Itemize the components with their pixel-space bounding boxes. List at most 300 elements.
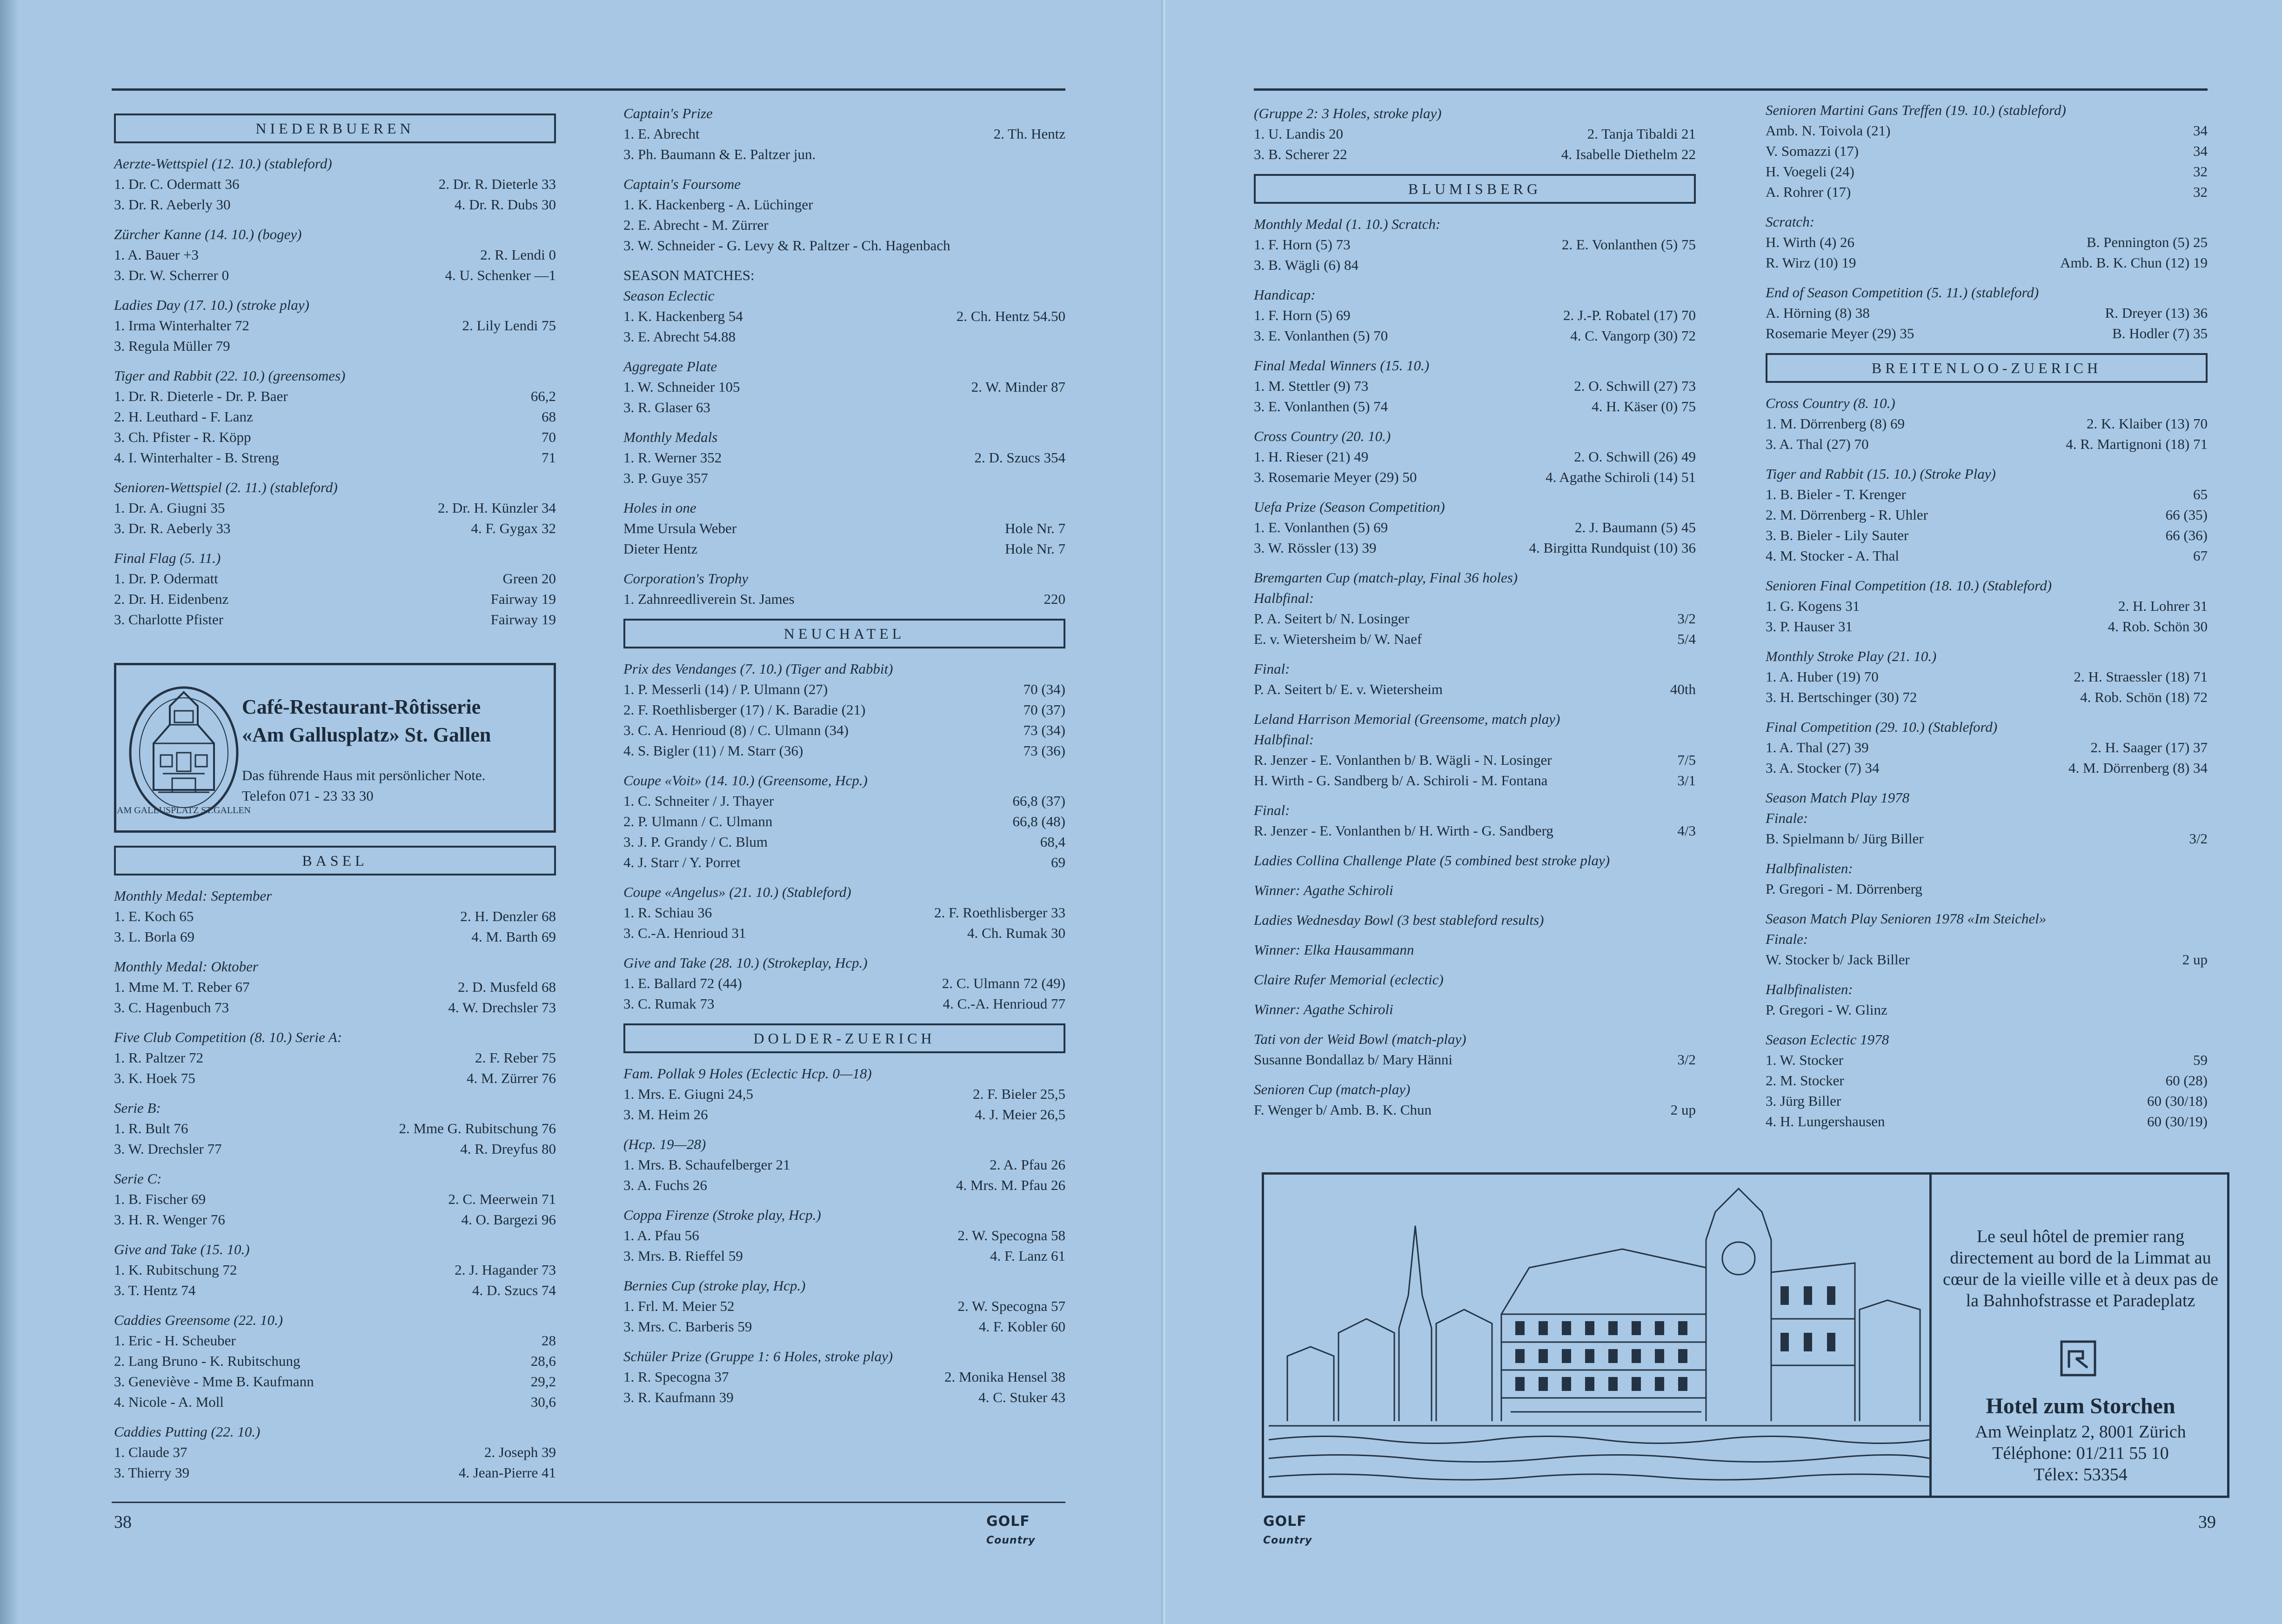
result-row	[623, 448, 1065, 468]
result-left: 3. Geneviève - Mme B. Kaufmann	[114, 1373, 314, 1390]
result-block	[623, 1063, 1065, 1125]
result-row	[1254, 255, 1696, 275]
result-left: 3. C. Rumak 73	[623, 996, 715, 1012]
result-row	[623, 589, 1065, 609]
result-right: 2. H. Denzler 68	[460, 908, 556, 924]
result-right: 2. O. Schwill (27) 73	[1574, 378, 1696, 394]
result-row	[1254, 1100, 1696, 1120]
result-right: 4. Jean-Pierre 41	[458, 1464, 556, 1481]
result-block	[114, 886, 556, 947]
result-right: 2 up	[2182, 951, 2208, 968]
result-row	[114, 906, 556, 927]
result-right: 3/2	[2189, 830, 2208, 847]
right-column-1	[1254, 103, 1696, 1129]
result-block	[1766, 393, 2208, 454]
result-row	[1766, 546, 2208, 566]
result-right: 5/4	[1677, 631, 1696, 647]
result-left: 1. K. Rubitschung 72	[114, 1262, 237, 1278]
ad-phone: Telefon 071 - 23 33 30	[242, 788, 374, 804]
result-right: 4. O. Bargezi 96	[461, 1211, 556, 1228]
result-row	[114, 265, 556, 286]
result-row	[623, 306, 1065, 327]
result-right: 28,6	[530, 1353, 556, 1369]
competition-title: Senioren Cup (match-play)	[1254, 1081, 1411, 1097]
result-row	[1254, 770, 1696, 791]
result-right: 59	[2193, 1052, 2208, 1068]
competition-title: Halbfinalisten:	[1766, 860, 1853, 876]
result-left: 1. Dr. R. Dieterle - Dr. P. Baer	[114, 388, 288, 404]
result-row	[623, 215, 1065, 235]
result-left: 3. A. Thal (27) 70	[1766, 436, 1869, 452]
result-block	[114, 1422, 556, 1483]
result-block	[1766, 858, 2208, 899]
result-row	[623, 1296, 1065, 1317]
result-row	[114, 568, 556, 589]
result-block	[114, 154, 556, 215]
result-left: 1. Claude 37	[114, 1444, 187, 1460]
hotel-description: Le seul hôtel de premier rang directement au bord de la Limmat au cœur de la vieille ville et à deux pas de la Bahnhofstrasse et Paradeplatz	[1943, 1227, 2218, 1310]
result-block	[623, 103, 1065, 165]
result-right: 3/2	[1677, 610, 1696, 627]
result-block	[114, 295, 556, 356]
golf-country-logo: GOLF Country	[986, 1513, 1036, 1546]
result-row	[114, 1371, 556, 1392]
competition-title: Winner: Agathe Schiroli	[1254, 882, 1393, 898]
result-left: 3. C.-A. Henrioud 31	[623, 925, 746, 941]
result-block	[623, 1346, 1065, 1408]
result-left: 1. G. Kogens 31	[1766, 598, 1860, 614]
result-right: 32	[2193, 184, 2208, 200]
result-row	[623, 973, 1065, 994]
result-row	[114, 1463, 556, 1483]
competition-title: Bremgarten Cup (match-play, Final 36 holes)	[1254, 569, 1518, 586]
result-row	[1766, 182, 2208, 202]
competition-title: Corporation's Trophy	[623, 570, 749, 587]
result-row	[1254, 538, 1696, 558]
result-left: 1. R. Specogna 37	[623, 1369, 729, 1385]
result-left: 1. F. Horn (5) 73	[1254, 236, 1351, 253]
result-block	[114, 1027, 556, 1089]
result-row	[623, 235, 1065, 256]
result-row	[1254, 467, 1696, 488]
competition-title: Monthly Medal (1. 10.) Scratch:	[1254, 216, 1441, 232]
competition-title: Final Medal Winners (15. 10.)	[1254, 357, 1430, 374]
result-row	[623, 1155, 1065, 1175]
left-column-1	[114, 110, 556, 639]
result-right: 2. O. Schwill (26) 49	[1574, 448, 1696, 465]
result-right: 71	[542, 449, 556, 466]
result-left: 3. H. R. Wenger 76	[114, 1211, 225, 1228]
result-row	[1254, 821, 1696, 841]
result-left: 1. Zahnreedliverein St. James	[623, 591, 795, 607]
result-block	[623, 1205, 1065, 1266]
result-row	[1766, 687, 2208, 708]
hotel-telephone: Téléphone: 01/211 55 10	[1992, 1444, 2169, 1463]
result-right: 70 (37)	[1023, 702, 1065, 718]
result-left: B. Spielmann b/ Jürg Biller	[1766, 830, 1924, 847]
result-right: 4. M. Zürrer 76	[467, 1070, 556, 1086]
result-left: 3. W. Schneider - G. Levy & R. Paltzer - Ch. Hagenbach	[623, 237, 950, 254]
competition-title: Monthly Stroke Play (21. 10.)	[1766, 648, 1937, 664]
result-right: 4/3	[1677, 822, 1696, 839]
result-row	[1766, 505, 2208, 525]
result-row	[623, 1317, 1065, 1337]
result-row	[623, 902, 1065, 923]
result-row	[1254, 305, 1696, 326]
result-right: 2. Lily Lendi 75	[462, 317, 556, 334]
result-left: 3. B. Bieler - Lily Sauter	[1766, 527, 1909, 543]
result-left: 1. Mrs. B. Schaufelberger 21	[623, 1156, 790, 1173]
result-right: 4. C.-A. Henrioud 77	[943, 996, 1065, 1012]
result-right: 66,2	[530, 388, 556, 404]
competition-title: Cross Country (8. 10.)	[1766, 395, 1895, 411]
result-left: 4. I. Winterhalter - B. Streng	[114, 449, 279, 466]
result-row	[114, 194, 556, 215]
competition-title: (Hcp. 19—28)	[623, 1136, 706, 1152]
result-row	[1254, 750, 1696, 770]
competition-title: Leland Harrison Memorial (Greensome, match play)	[1254, 711, 1560, 727]
competition-title: Tiger and Rabbit (15. 10.) (Stroke Play)	[1766, 466, 1996, 482]
result-left: 4. H. Lungershausen	[1766, 1113, 1885, 1129]
result-row	[623, 720, 1065, 741]
result-right: 4. Rob. Schön 30	[2108, 618, 2208, 635]
result-right: 2. D. Szucs 354	[974, 449, 1065, 466]
result-right: 68	[542, 408, 556, 425]
result-left: 1. A. Pfau 56	[623, 1227, 699, 1243]
result-right: 28	[542, 1332, 556, 1349]
result-right: 4. Mrs. M. Pfau 26	[956, 1177, 1065, 1193]
result-left: 4. J. Starr / Y. Porret	[623, 854, 741, 870]
result-block	[114, 224, 556, 286]
result-right: 2. Joseph 39	[484, 1444, 556, 1460]
result-row	[114, 315, 556, 336]
result-left: 3. Mrs. B. Rieffel 59	[623, 1248, 743, 1264]
result-row	[114, 1351, 556, 1371]
result-row	[623, 1246, 1065, 1266]
club-header: BREITENLOO-ZUERICH	[1766, 353, 2208, 383]
competition-title: Tati von der Weid Bowl (match-play)	[1254, 1031, 1466, 1047]
result-left: 3. P. Hauser 31	[1766, 618, 1853, 635]
result-row	[1254, 234, 1696, 255]
result-row	[114, 1068, 556, 1089]
result-right: 2. F. Bieler 25,5	[972, 1086, 1065, 1102]
result-row	[623, 1175, 1065, 1196]
result-left: 3. W. Drechsler 77	[114, 1141, 222, 1157]
result-row	[1254, 124, 1696, 144]
result-row	[1766, 1111, 2208, 1132]
svg-text:AM GALLUSPLATZ ST.GALLEN: AM GALLUSPLATZ ST.GALLEN	[117, 805, 251, 815]
result-left: 1. C. Schneiter / J. Thayer	[623, 793, 774, 809]
result-left: Amb. N. Toivola (21)	[1766, 122, 1891, 139]
result-block	[1766, 282, 2208, 344]
result-block	[1766, 788, 2208, 849]
result-left: Susanne Bondallaz b/ Mary Hänni	[1254, 1051, 1453, 1068]
competition-title: Serie C:	[114, 1170, 162, 1187]
result-row	[1766, 758, 2208, 778]
competition-title: Cross Country (20. 10.)	[1254, 428, 1391, 444]
competition-title: Monthly Medals	[623, 429, 718, 445]
result-right: B. Pennington (5) 25	[2086, 234, 2208, 250]
result-row	[623, 994, 1065, 1014]
result-left: 3. Dr. R. Aeberly 33	[114, 520, 231, 536]
competition-title: Halbfinalisten:	[1766, 981, 1853, 997]
result-row	[1254, 396, 1696, 417]
result-row	[114, 407, 556, 427]
competition-title: Claire Rufer Memorial (eclectic)	[1254, 971, 1444, 988]
result-left: R. Jenzer - E. Vonlanthen b/ B. Wägli - N. Losinger	[1254, 752, 1552, 768]
result-left: P. Gregori - M. Dörrenberg	[1766, 881, 1922, 897]
competition-title: Ladies Wednesday Bowl (3 best stableford results)	[1254, 912, 1544, 928]
result-right: 2. W. Specogna 58	[957, 1227, 1065, 1243]
result-left: 3. B. Wägli (6) 84	[1254, 257, 1359, 273]
left-column-2	[623, 103, 1065, 1417]
result-right: B. Hodler (7) 35	[2112, 325, 2208, 341]
page-edge-shadow	[0, 0, 19, 1624]
result-right: 4. U. Schenker —1	[445, 267, 556, 283]
hotel-name: Hotel zum Storchen	[1986, 1394, 2175, 1418]
club-header: NEUCHATEL	[623, 619, 1065, 648]
competition-title: Fam. Pollak 9 Holes (Eclectic Hcp. 0—18)	[623, 1065, 872, 1082]
result-block	[623, 1134, 1065, 1196]
gallusplatz-seal-icon	[117, 674, 251, 822]
result-row	[1254, 376, 1696, 396]
result-row	[1766, 1091, 2208, 1111]
result-left: 1. U. Landis 20	[1254, 126, 1344, 142]
result-left: 3. E. Abrecht 54.88	[623, 328, 736, 345]
competition-title: Season Eclectic 1978	[1766, 1031, 1889, 1048]
result-row	[114, 927, 556, 947]
result-row	[1254, 608, 1696, 629]
result-left: 1. Frl. M. Meier 52	[623, 1298, 735, 1314]
result-left: 3. R. Glaser 63	[623, 399, 710, 415]
top-rule	[112, 88, 1065, 91]
result-block	[1254, 1079, 1696, 1120]
result-left: 3. Ph. Baumann & E. Paltzer jun.	[623, 146, 816, 162]
result-left: 3. E. Vonlanthen (5) 74	[1254, 398, 1388, 414]
result-right: 4. F. Kobler 60	[978, 1318, 1065, 1335]
result-left: 2. M. Dörrenberg - R. Uhler	[1766, 507, 1928, 523]
result-block	[1254, 285, 1696, 346]
result-right: 4. Agathe Schiroli (14) 51	[1546, 469, 1696, 485]
result-right: 2. Tanja Tibaldi 21	[1587, 126, 1696, 142]
result-row	[114, 1330, 556, 1351]
result-left: 2. E. Abrecht - M. Zürrer	[623, 217, 769, 233]
result-right: 34	[2193, 122, 2208, 139]
competition-title: Caddies Putting (22. 10.)	[114, 1424, 261, 1440]
result-left: 1. E. Vonlanthen (5) 69	[1254, 519, 1388, 535]
result-row	[114, 1048, 556, 1068]
result-row	[623, 741, 1065, 761]
result-row	[1254, 517, 1696, 538]
result-right: Fairway 19	[490, 591, 556, 607]
result-right: 4. C. Vangorp (30) 72	[1570, 327, 1696, 344]
result-left: 1. B. Fischer 69	[114, 1191, 206, 1207]
result-left: 3. A. Stocker (7) 34	[1766, 760, 1880, 776]
result-row	[623, 1387, 1065, 1408]
result-left: 1. W. Stocker	[1766, 1052, 1844, 1068]
competition-title: Coppa Firenze (Stroke play, Hcp.)	[623, 1207, 821, 1223]
competition-title: Zürcher Kanne (14. 10.) (bogey)	[114, 226, 302, 242]
competition-title: Schüler Prize (Gruppe 1: 6 Holes, stroke play)	[623, 1348, 893, 1364]
result-right: 220	[1044, 591, 1065, 607]
result-right: Amb. B. K. Chun (12) 19	[2060, 254, 2208, 271]
result-left: H. Voegeli (24)	[1766, 163, 1854, 180]
result-row	[1766, 829, 2208, 849]
result-row	[1766, 253, 2208, 273]
result-block	[623, 882, 1065, 943]
result-row	[114, 1392, 556, 1412]
result-row	[114, 518, 556, 539]
result-row	[114, 245, 556, 265]
result-left: 3. Mrs. C. Barberis 59	[623, 1318, 752, 1335]
result-left: 1. Irma Winterhalter 72	[114, 317, 249, 334]
result-left: 3. C. A. Henrioud (8) / C. Ulmann (34)	[623, 722, 849, 738]
result-left: Rosemarie Meyer (29) 35	[1766, 325, 1914, 341]
competition-title: (Gruppe 2: 3 Holes, stroke play)	[1254, 105, 1442, 121]
result-block	[1254, 214, 1696, 275]
result-left: 1. H. Rieser (21) 49	[1254, 448, 1369, 465]
result-left: 3. T. Hentz 74	[114, 1282, 196, 1298]
result-block	[114, 956, 556, 1018]
result-row	[1766, 525, 2208, 546]
result-left: 1. K. Hackenberg - A. Lüchinger	[623, 196, 813, 213]
result-row	[114, 1189, 556, 1210]
result-row	[1766, 141, 2208, 161]
result-right: 2. E. Vonlanthen (5) 75	[1561, 236, 1696, 253]
result-row	[623, 144, 1065, 165]
result-right: 2. W. Minder 87	[971, 379, 1065, 395]
result-right: 34	[2193, 143, 2208, 159]
result-row	[623, 852, 1065, 873]
result-right: 60 (30/19)	[2147, 1113, 2208, 1129]
ad-title-1: Café-Restaurant-Rôtisserie	[242, 695, 481, 718]
left-column-1-lower	[114, 842, 556, 1492]
right-column-2	[1766, 100, 2208, 1141]
competition-subtitle: Halbfinal:	[1254, 731, 1314, 748]
result-block	[1254, 103, 1696, 165]
result-row	[623, 923, 1065, 943]
result-block	[114, 1239, 556, 1301]
competition-title: Bernies Cup (stroke play, Hcp.)	[623, 1277, 806, 1294]
result-left: 4. M. Stocker - A. Thal	[1766, 548, 1900, 564]
result-left: 1. M. Dörrenberg (8) 69	[1766, 415, 1905, 432]
result-left: 1. A. Bauer +3	[114, 247, 199, 263]
competition-title: Final Flag (5. 11.)	[114, 550, 221, 566]
result-right: 2. H. Lohrer 31	[2118, 598, 2208, 614]
result-block	[114, 548, 556, 630]
result-row	[114, 977, 556, 997]
result-block	[1254, 426, 1696, 488]
result-row	[1766, 120, 2208, 141]
result-row	[1254, 629, 1696, 649]
result-block	[1766, 717, 2208, 778]
result-row	[1254, 144, 1696, 165]
result-left: 3. Dr. R. Aeberly 30	[114, 196, 231, 213]
result-left: 1. B. Bieler - T. Krenger	[1766, 486, 1906, 502]
restaurant-ad	[114, 663, 556, 833]
result-row	[623, 791, 1065, 811]
result-left: 2. F. Roethlisberger (17) / K. Baradie (21)	[623, 702, 866, 718]
result-row	[1254, 1049, 1696, 1070]
result-row	[1766, 323, 2208, 344]
competition-title: Monthly Medal: Oktober	[114, 958, 258, 975]
result-left: 3. P. Guye 357	[623, 470, 708, 486]
competition-title: Monthly Medal: September	[114, 888, 272, 904]
result-left: 1. F. Horn (5) 69	[1254, 307, 1351, 323]
result-row	[1766, 667, 2208, 687]
result-left: E. v. Wietersheim b/ W. Naef	[1254, 631, 1422, 647]
result-right: 2. C. Ulmann 72 (49)	[942, 975, 1065, 991]
result-left: 3. Rosemarie Meyer (29) 50	[1254, 469, 1417, 485]
result-row	[1766, 414, 2208, 434]
result-right: Fairway 19	[490, 611, 556, 628]
result-left: 1. P. Messerli (14) / P. Ulmann (27)	[623, 681, 828, 697]
result-right: 3/2	[1677, 1051, 1696, 1068]
result-block	[1766, 646, 2208, 708]
result-left: 2. H. Leuthard - F. Lanz	[114, 408, 253, 425]
result-left: 3. Thierry 39	[114, 1464, 190, 1481]
result-right: 2. Dr. H. Künzler 34	[438, 500, 556, 516]
result-left: 3. Ch. Pfister - R. Köpp	[114, 429, 251, 445]
result-right: 4. C. Stuker 43	[978, 1389, 1065, 1405]
result-row	[1766, 737, 2208, 758]
competition-title: Aggregate Plate	[623, 358, 717, 374]
competition-title: Tiger and Rabbit (22. 10.) (greensomes)	[114, 368, 346, 384]
result-right: 40th	[1670, 681, 1696, 697]
result-left: 1. Dr. A. Giugni 35	[114, 500, 225, 516]
competition-title: Captain's Prize	[623, 105, 713, 121]
result-left: 3. L. Borla 69	[114, 929, 195, 945]
result-left: 1. W. Schneider 105	[623, 379, 740, 395]
result-left: 3. Regula Müller 79	[114, 338, 230, 354]
competition-title: Five Club Competition (8. 10.) Serie A:	[114, 1029, 342, 1045]
result-row	[1766, 232, 2208, 253]
result-right: 4. H. Käser (0) 75	[1592, 398, 1696, 414]
result-block	[1254, 969, 1696, 990]
result-row	[114, 589, 556, 609]
competition-title: Caddies Greensome (22. 10.)	[114, 1312, 283, 1328]
result-block	[1254, 1029, 1696, 1070]
result-row	[114, 1280, 556, 1301]
ad-line-1: Das führende Haus mit persönlicher Note.	[242, 767, 486, 783]
competition-title: Scratch:	[1766, 214, 1815, 230]
result-row	[623, 468, 1065, 488]
result-right: 2. Ch. Hentz 54.50	[956, 308, 1065, 324]
result-left: 1. Eric - H. Scheuber	[114, 1332, 236, 1349]
result-block	[1766, 1029, 2208, 1132]
result-right: 2. F. Roethlisberger 33	[934, 904, 1065, 921]
competition-title: Senioren Final Competition (18. 10.) (Stableford)	[1766, 577, 2052, 594]
result-right: 2 up	[1670, 1102, 1696, 1118]
stork-logo-icon	[2060, 1340, 2097, 1377]
result-right: 70	[542, 429, 556, 445]
result-row	[114, 336, 556, 356]
club-header: BLUMISBERG	[1254, 174, 1696, 204]
result-row	[623, 679, 1065, 700]
ad-title-2: «Am Gallusplatz» St. Gallen	[242, 723, 491, 746]
result-right: 66,8 (48)	[1012, 813, 1065, 829]
club-header: NIEDERBUEREN	[114, 114, 556, 143]
page-number: 38	[114, 1512, 132, 1532]
result-row	[1766, 616, 2208, 637]
result-row	[623, 1225, 1065, 1246]
result-block	[1254, 940, 1696, 960]
result-block	[623, 356, 1065, 418]
result-left: 1. Mme M. T. Reber 67	[114, 979, 250, 995]
competition-title: Aerzte-Wettspiel (12. 10.) (stableford)	[114, 155, 332, 172]
result-left: 1. Mrs. E. Giugni 24,5	[623, 1086, 753, 1102]
result-row	[114, 1210, 556, 1230]
